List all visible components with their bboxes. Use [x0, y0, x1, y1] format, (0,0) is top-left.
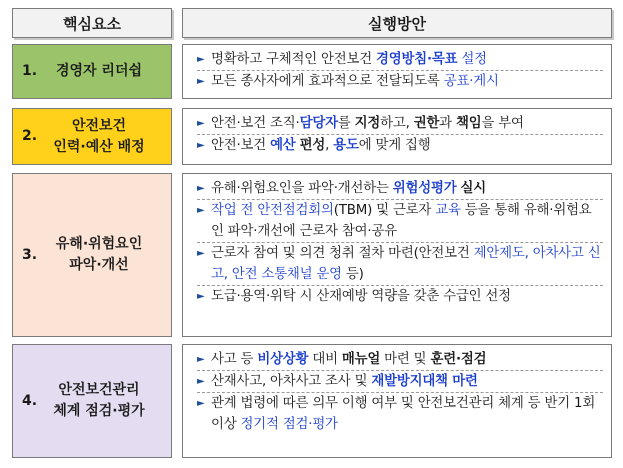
- row-3-action-list: [182, 173, 612, 337]
- action-text-segment: 등): [341, 267, 364, 282]
- row-4-title-line: 체계 점검·평가: [53, 403, 145, 419]
- row-4-number: 4.: [22, 392, 38, 409]
- action-text-segment: 도급·용역·위탁 시 산재예방 역량을 갖춘 수급인 선정: [211, 289, 511, 304]
- action-item: [197, 285, 603, 307]
- action-text-segment: 용도: [333, 138, 359, 153]
- action-text-segment: 하고,: [380, 116, 414, 131]
- row-1-number: 1.: [22, 63, 38, 79]
- bullet-arrow-icon: ►: [197, 354, 205, 365]
- action-item: [197, 113, 603, 134]
- bullet-arrow-icon: ►: [197, 291, 205, 302]
- action-item: [197, 199, 603, 242]
- action-item: [197, 242, 603, 285]
- row-1-title: [42, 61, 142, 82]
- action-text-segment: 위험성평가: [392, 181, 457, 196]
- row-4-title: [39, 380, 144, 422]
- bullet-arrow-icon: ►: [197, 118, 205, 129]
- row-2-title-line: 안전보건: [71, 117, 127, 134]
- row-1-key-element: [12, 44, 172, 99]
- action-text-segment: 에 맞게 집행: [358, 138, 431, 153]
- action-item: [197, 134, 603, 156]
- action-item: [197, 370, 603, 392]
- row-4-key-element: [12, 344, 172, 458]
- row-1-title-line: 경영자 리더쉽: [55, 63, 143, 79]
- bullet-arrow-icon: ►: [197, 398, 205, 409]
- header-key-elements: [12, 8, 172, 38]
- action-item: [197, 49, 603, 70]
- row-3-number: 3.: [22, 246, 38, 263]
- row-1-action-list: [182, 44, 612, 99]
- header-left-label: 핵심요소: [63, 14, 121, 33]
- action-text-segment: (TBM) 및 근로자: [333, 203, 436, 218]
- row-3-title-line: 유해·위험요인: [55, 236, 143, 252]
- row-3-title-line: 파악·개선: [69, 257, 129, 273]
- action-text-segment: 지정: [354, 116, 381, 131]
- bullet-arrow-icon: ►: [197, 76, 205, 87]
- row-4-action-list: [182, 344, 612, 458]
- action-text-segment: 사고 등: [211, 352, 258, 367]
- action-item: [197, 70, 603, 92]
- action-text-segment: 를: [337, 116, 355, 131]
- action-text-segment: 공표·게시: [443, 74, 499, 89]
- bullet-arrow-icon: ►: [197, 248, 205, 259]
- row-2-key-element: [12, 108, 172, 165]
- action-text-segment: 안전·보건: [211, 138, 271, 153]
- action-text-segment: 산재사고, 아차사고 조사 및: [211, 374, 372, 389]
- action-text-segment: 재발방지대책 마련: [371, 374, 478, 389]
- action-text-segment: 근로자 참여 및 의견 청취 절차 마련(안전보건: [211, 246, 474, 261]
- action-text-segment: 등을 통해 유해·위험요인 파악·개선에 근로자 참여·공유: [211, 203, 592, 239]
- action-text-segment: 책임: [455, 116, 482, 131]
- action-text-segment: 모든 종사자에게 효과적으로 전달되도록: [211, 74, 444, 89]
- action-text-segment: 설정: [461, 52, 487, 67]
- row-3-key-element: [12, 173, 172, 337]
- action-text-segment: 실시: [460, 181, 487, 196]
- row-2-action-list: [182, 108, 612, 165]
- header-right-label: 실행방안: [368, 14, 426, 33]
- row-2-title-line: 인력·예산 배정: [53, 138, 145, 155]
- action-text-segment: 유해·위험요인을 파악·개선하는: [211, 181, 393, 196]
- bullet-arrow-icon: ►: [197, 54, 205, 65]
- bullet-arrow-icon: ►: [197, 183, 205, 194]
- action-text-segment: 비상상황: [257, 352, 309, 367]
- action-item: [197, 349, 603, 370]
- action-text-segment: 안전·보건 조직·: [211, 116, 300, 131]
- action-item: [197, 392, 603, 435]
- action-text-segment: 교육: [435, 203, 461, 218]
- bullet-arrow-icon: ►: [197, 140, 205, 151]
- action-text-segment: 훈련·점검: [430, 352, 487, 367]
- action-text-segment: 과: [439, 116, 456, 131]
- action-text-segment: 을 부여: [481, 116, 524, 131]
- action-text-segment: 권한: [413, 116, 440, 131]
- action-text-segment: 매뉴얼: [341, 352, 381, 367]
- action-text-segment: 대비: [308, 352, 342, 367]
- action-text-segment: 예산: [270, 138, 296, 153]
- action-text-segment: 명확하고 구체적인 안전보건: [211, 52, 376, 67]
- row-4-title-line: 안전보건관리: [58, 382, 140, 398]
- bullet-arrow-icon: ►: [197, 205, 205, 216]
- action-text-segment: 정기적 점검·평가: [240, 417, 338, 432]
- header-action-plans: [182, 8, 612, 38]
- action-text-segment: 마련 및: [380, 352, 431, 367]
- row-3-title: [42, 234, 142, 276]
- row-2-number: 2.: [22, 128, 38, 144]
- action-text-segment: 작업 전 안전점검회의: [211, 203, 334, 218]
- action-text-segment: 경영방침·목표: [376, 52, 458, 67]
- row-2-title: [39, 116, 144, 158]
- action-text-segment: 제안제도, 아차사고 신고, 안전 소통채널 운영: [211, 246, 601, 282]
- bullet-arrow-icon: ►: [197, 376, 205, 387]
- action-text-segment: ,: [325, 138, 334, 153]
- action-text-segment: 관계 법령에 따른 의무 이행 여부 및 안전보건관리 체계 등 반기 1회 이상: [211, 396, 596, 432]
- action-item: [197, 178, 603, 199]
- action-text-segment: 편성: [299, 138, 326, 153]
- action-text-segment: 담당자: [299, 116, 338, 131]
